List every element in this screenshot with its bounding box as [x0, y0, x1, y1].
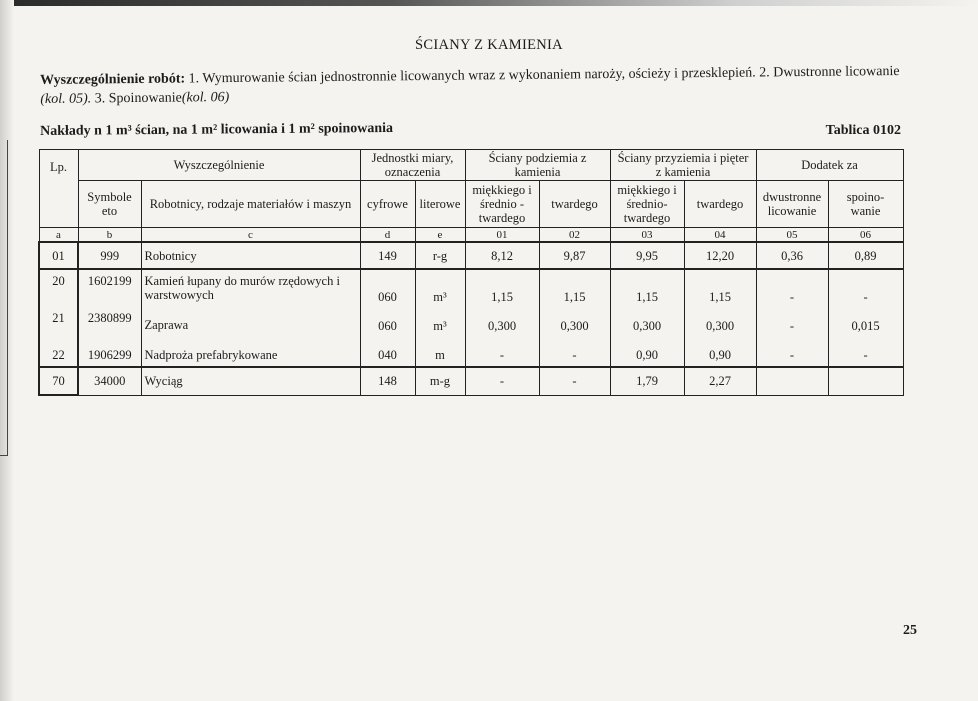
header-twardego-przyziemia: twardego [684, 181, 756, 228]
header-twardego-podziemia: twardego [539, 181, 610, 228]
rows-cyfrowe [360, 269, 415, 367]
rows-col-04 [684, 269, 756, 367]
header-sciany-przyziemia: Ściany przyziemia i pięter z kamienia [610, 150, 756, 181]
row-col-05: - [789, 319, 795, 333]
header-lp: Lp. [39, 150, 78, 228]
norms-table [38, 149, 904, 396]
page-number: 25 [903, 623, 917, 638]
row-name: Zaprawa [144, 318, 189, 332]
row-literowe: m [435, 348, 445, 362]
row-col-06: - [863, 290, 868, 304]
row-name: Robotnicy [141, 242, 360, 269]
row-col-03: 1,15 [636, 290, 658, 304]
index-cell: a [39, 228, 78, 243]
material-rows [39, 269, 903, 367]
row-col-04: 2,27 [684, 367, 756, 395]
row-cyfrowe: 149 [360, 242, 415, 269]
row-cyfrowe: 060 [378, 290, 397, 304]
row-col-01: 0,300 [487, 319, 517, 333]
rows-col-01 [465, 269, 539, 367]
row-literowe: m³ [433, 319, 447, 333]
row-col-03: 1,79 [610, 367, 684, 395]
row-col-03: 0,90 [636, 348, 658, 362]
description-text-2: 3. Spoinowanie [91, 90, 182, 107]
row-literowe: m-g [415, 367, 465, 395]
index-cell: 01 [465, 228, 539, 243]
row-symbol: 1906299 [87, 348, 132, 362]
index-cell: 04 [684, 228, 756, 243]
row-cyfrowe: 060 [378, 319, 397, 333]
works-description [40, 62, 910, 109]
page-title: ŚCIANY Z KAMIENIA [415, 37, 563, 53]
row-symbol: 34000 [78, 367, 141, 395]
header-symbole: Symbole eto [78, 181, 141, 228]
index-cell: b [78, 228, 141, 243]
row-lp: 21 [52, 311, 65, 325]
description-italic-2: (kol. 06) [181, 90, 230, 106]
header-literowe: literowe [415, 181, 465, 228]
description-text-1: 1. Wymurowanie ścian jednostronnie licowanych wraz z wykonaniem naroży, ościeży i przesklepień. 2. Dwustronne licowanie [185, 63, 900, 87]
row-col-03: 0,300 [632, 319, 662, 333]
row-lp: 20 [52, 274, 65, 288]
row-col-02: 9,87 [539, 242, 610, 269]
row-col-01: 1,15 [491, 290, 513, 304]
header-miekkiego-podziemia: miękkiego i średnio - twardego [465, 181, 539, 228]
table-row [39, 367, 903, 395]
row-col-01: 8,12 [465, 242, 539, 269]
rows-symbol [78, 269, 141, 367]
row-cyfrowe: 148 [360, 367, 415, 395]
header-miekkiego-przyziemia: miękkiego i średnio- twardego [610, 181, 684, 228]
rows-name [141, 269, 360, 367]
row-col-04: 0,90 [709, 348, 731, 362]
naklady-heading: Nakłady n 1 m³ ścian, na 1 m² licowania i 1 m² spoinowania [40, 120, 394, 139]
index-row [39, 228, 903, 243]
row-col-01: - [499, 348, 505, 362]
header-row-1 [39, 150, 903, 181]
row-name: Kamień łupany do murów rzędowych i warstwowych [144, 274, 340, 302]
row-lp: 01 [39, 242, 78, 269]
margin-line [7, 140, 8, 455]
row-col-05: 0,36 [756, 242, 828, 269]
rows-col-06 [828, 269, 903, 367]
row-name: Nadproża prefabrykowane [144, 348, 278, 362]
index-cell: 02 [539, 228, 610, 243]
row-col-02: 0,300 [560, 319, 589, 333]
rows-col-05 [756, 269, 828, 367]
header-dwustronne: dwustronne licowanie [756, 181, 828, 228]
row-col-02: - [539, 367, 610, 395]
index-cell: d [360, 228, 415, 243]
row-symbol: 999 [78, 242, 141, 269]
rows-literowe [415, 269, 465, 367]
rows-lp [39, 269, 78, 367]
index-cell: c [141, 228, 360, 243]
header-row-2 [39, 181, 903, 228]
row-col-05: - [789, 348, 795, 362]
row-col-04: 1,15 [709, 290, 731, 304]
scan-top-edge [0, 0, 978, 6]
row-symbol: 2380899 [87, 311, 132, 325]
row-col-06 [828, 367, 903, 395]
index-cell: e [415, 228, 465, 243]
row-name: Wyciąg [141, 367, 360, 395]
row-symbol: 1602199 [87, 274, 132, 288]
rows-col-02 [539, 269, 610, 367]
row-col-06: 0,89 [828, 242, 903, 269]
row-cyfrowe: 040 [378, 348, 397, 362]
description-lead: Wyszczególnienie robót: [40, 71, 186, 88]
header-jednostki: Jednostki miary, oznaczenia [360, 150, 465, 181]
header-dodatek: Dodatek za [756, 150, 903, 181]
description-italic-1: (kol. 05). [40, 91, 92, 107]
row-col-05 [756, 367, 828, 395]
header-cyfrowe: cyfrowe [360, 181, 415, 228]
rows-col-03 [610, 269, 684, 367]
row-col-06: - [863, 348, 868, 362]
table-id: Tablica 0102 [825, 123, 901, 138]
header-sciany-podziemia: Ściany podziemia z kamienia [465, 150, 610, 181]
row-col-05: - [789, 290, 795, 304]
row-col-03: 9,95 [610, 242, 684, 269]
row-col-06: 0,015 [851, 319, 880, 333]
header-robotnicy-rodzaje: Robotnicy, rodzaje materiałów i maszyn [141, 181, 360, 228]
table-row [39, 242, 903, 269]
header-spoinowanie: spoino- wanie [828, 181, 903, 228]
row-col-04: 0,300 [705, 319, 735, 333]
row-col-01: - [465, 367, 539, 395]
margin-tick [0, 455, 8, 456]
row-literowe: r-g [415, 242, 465, 269]
row-col-04: 12,20 [684, 242, 756, 269]
row-lp: 70 [39, 367, 78, 395]
row-col-02: - [572, 348, 577, 362]
index-cell: 03 [610, 228, 684, 243]
row-literowe: m³ [433, 290, 447, 304]
row-lp: 22 [52, 348, 65, 362]
index-cell: 06 [828, 228, 903, 243]
row-col-02: 1,15 [563, 290, 586, 304]
header-wyszczegolnienie: Wyszczególnienie [78, 150, 360, 181]
index-cell: 05 [756, 228, 828, 243]
